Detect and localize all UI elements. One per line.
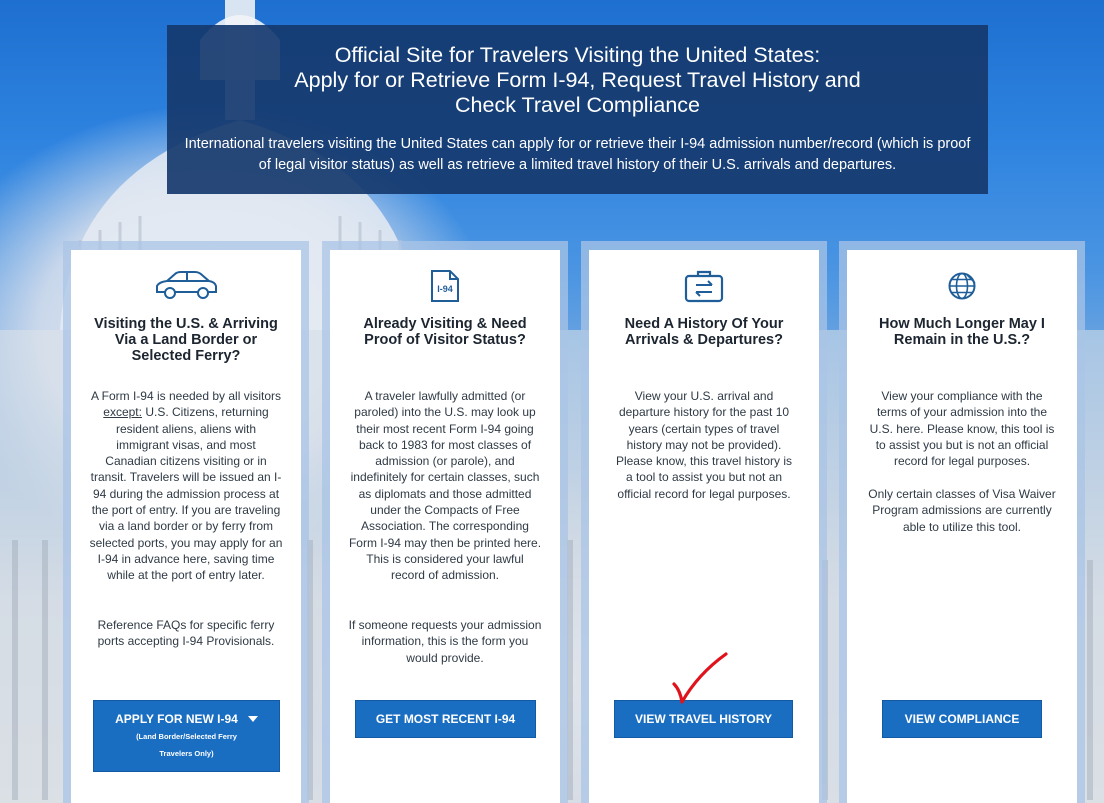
apply-new-i94-button[interactable] bbox=[93, 700, 280, 772]
card-travel-history bbox=[589, 250, 819, 803]
title-line-2: Apply for or Retrieve Form I-94, Request Travel History and bbox=[294, 68, 861, 92]
chevron-down-icon bbox=[248, 716, 258, 722]
card-body: View your compliance with the terms of your admission into the U.S. here. Please know, this tool is to assist you but is not an official record for legal purposes. bbox=[869, 389, 1055, 469]
card-body-secondary: Only certain classes of Visa Waiver Program admissions are currently able to utilize this tool. bbox=[868, 487, 1056, 534]
button-label: GET MOST RECENT I-94 bbox=[375, 712, 516, 726]
icon-label: I-94 bbox=[437, 284, 453, 294]
card-body: A traveler lawfully admitted (or paroled) into the U.S. may look up their most recent Form I-94 going back to 1983 for most classes of admission (or parole), and indefinitely for certain classes, such as diplomats and those admitted under the Compacts of Free Association. The corresponding Form I-94 may then be printed here. This is considered your lawful record of admission. bbox=[348, 389, 542, 583]
card-body: View your U.S. arrival and departure history for the past 10 years (certain types of travel history may not be provided). Please know, this travel history is a tool to assist you but not an official record for legal purposes. bbox=[615, 389, 793, 501]
card-body-text: U.S. Citizens, returning resident aliens, aliens with immigrant visas, and most Canadian citizens visiting or in transit. Travelers will be issued an I-94 during the admission process at the port of entry. If you are traveling via a land border or by ferry from selected ports, you may apply for an I-94 in advance here, saving time while at the port of entry later. bbox=[89, 405, 283, 583]
button-label: VIEW COMPLIANCE bbox=[904, 712, 1020, 726]
title-line-1: Official Site for Travelers Visiting the United States: bbox=[334, 43, 821, 67]
page-title bbox=[167, 43, 988, 118]
button-label: APPLY FOR NEW I-94 bbox=[115, 712, 238, 726]
title-line-3: Check Travel Compliance bbox=[455, 93, 700, 117]
card-most-recent-i94 bbox=[330, 250, 560, 803]
card-heading: Need A History Of Your Arrivals & Departures? bbox=[624, 316, 784, 348]
car-icon bbox=[71, 266, 301, 306]
card-apply-i94 bbox=[71, 250, 301, 803]
hero-description: International travelers visiting the United States can apply for or retrieve their I-94 admission number/record (which is proof of legal visitor status) as well as retrieve a limited travel history of their U.S. arrivals and departures. bbox=[184, 136, 971, 173]
card-heading: How Much Longer May I Remain in the U.S.? bbox=[879, 316, 1045, 348]
card-body-text: A Form I-94 is needed by all visitors bbox=[90, 389, 282, 403]
briefcase-exchange-icon bbox=[589, 266, 819, 306]
button-sublabel: (Land Border/Selected Ferry Travelers Only) bbox=[136, 732, 237, 758]
card-heading: Visiting the U.S. & Arriving Via a Land Border or Selected Ferry? bbox=[94, 316, 278, 364]
hero-banner bbox=[167, 25, 988, 194]
checkmark-annotation-icon bbox=[668, 650, 732, 706]
card-body-secondary: Reference FAQs for specific ferry ports accepting I-94 Provisionals. bbox=[97, 618, 275, 649]
globe-icon bbox=[847, 266, 1077, 306]
get-most-recent-i94-button[interactable] bbox=[355, 700, 536, 738]
card-body bbox=[89, 388, 283, 584]
card-body-underlined: except: bbox=[103, 405, 142, 420]
button-label: VIEW TRAVEL HISTORY bbox=[635, 712, 772, 726]
i94-document-icon bbox=[330, 266, 560, 306]
card-heading: Already Visiting & Need Proof of Visitor Status? bbox=[363, 316, 527, 348]
card-body-secondary: If someone requests your admission information, this is the form you would provide. bbox=[348, 618, 542, 665]
view-compliance-button[interactable] bbox=[882, 700, 1042, 738]
card-compliance bbox=[847, 250, 1077, 803]
